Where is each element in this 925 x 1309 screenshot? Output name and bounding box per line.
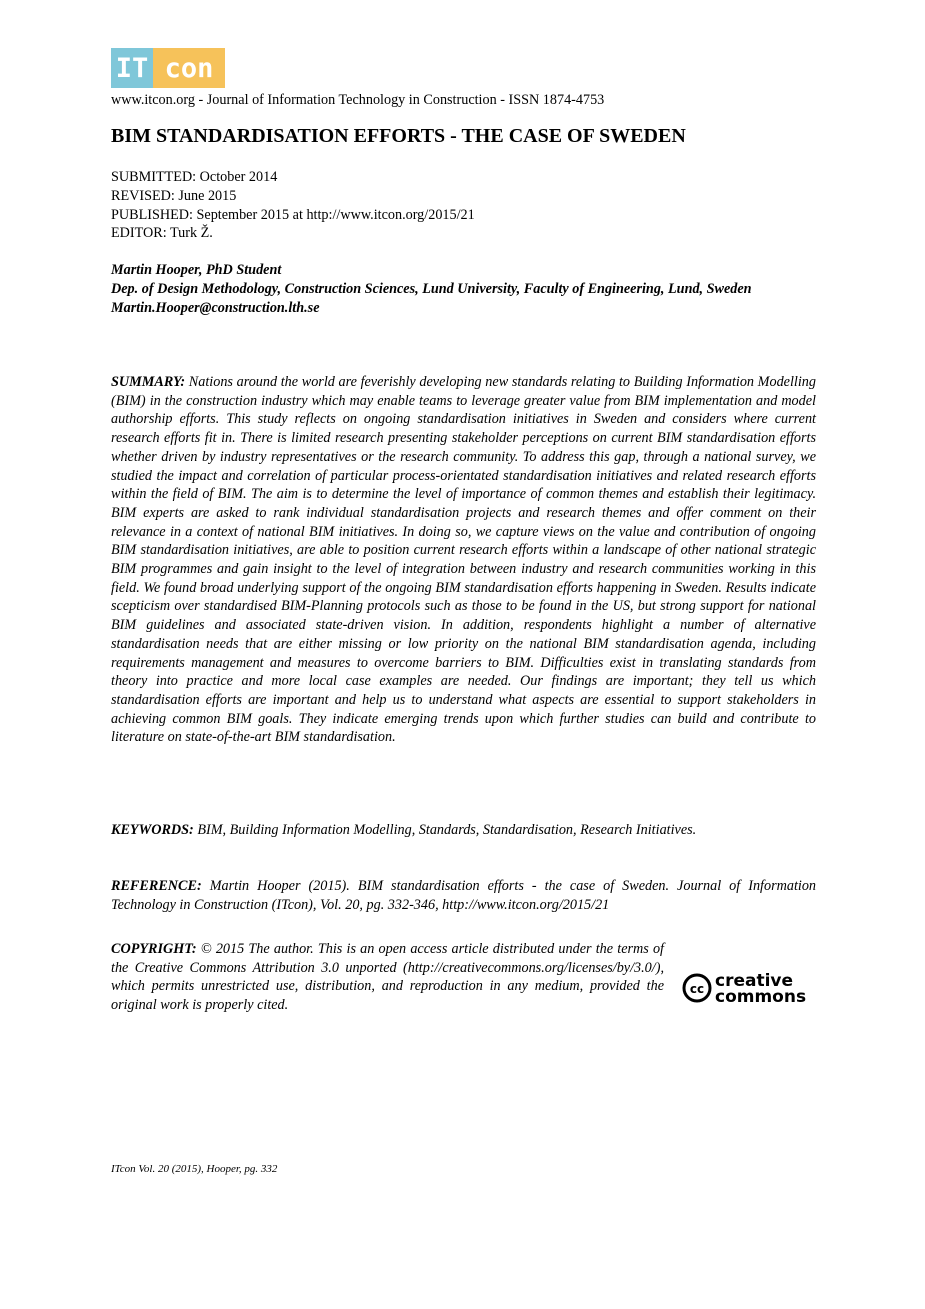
author-name: Martin Hooper, PhD Student	[111, 262, 282, 278]
summary-section	[111, 373, 816, 747]
article-title: BIM STANDARDISATION EFFORTS - THE CASE OF SWEDEN	[111, 125, 686, 147]
logo-con-text: con	[153, 48, 225, 88]
keywords-section	[111, 821, 816, 840]
reference-text: Martin Hooper (2015). BIM standardisation efforts - the case of Sweden. Journal of Information Technology in Construction (ITcon), Vol. 20, pg. 332-346, http://www.itcon.org/2015/21	[111, 878, 817, 913]
copyright-label: COPYRIGHT:	[111, 941, 197, 957]
cc-logo-line2: commons	[715, 987, 807, 1006]
keywords-text: BIM, Building Information Modelling, Standards, Standardisation, Research Initiatives.	[197, 822, 697, 838]
journal-header-line: www.itcon.org - Journal of Information Technology in Construction - ISSN 1874-4753	[111, 92, 605, 108]
itcon-logo	[111, 48, 225, 88]
page-footer: ITcon Vol. 20 (2015), Hooper, pg. 332	[111, 1163, 278, 1175]
author-affiliation: Dep. of Design Methodology, Construction Sciences, Lund University, Faculty of Engineering, Lund, Sweden	[111, 281, 752, 297]
published-date: PUBLISHED: September 2015 at http://www.itcon.org/2015/21	[111, 206, 475, 223]
submitted-date: SUBMITTED: October 2014	[111, 169, 278, 185]
logo-it-text: IT	[111, 48, 153, 88]
author-block	[111, 261, 816, 318]
summary-text: Nations around the world are feverishly developing new standards relating to Building Information Modelling (BIM) in the construction industry which may enable teams to leverage greater value from BIM implementation and model authorship efforts. This study reflects on ongoing standardisation initiatives in Sweden and considers where current research efforts fit in. There is limited research presenting stakeholder perceptions on current BIM standardisation efforts whether driven by industry representatives or the research community. To address this gap, through a national survey, we studied the impact and correlation of particular process-orientated standardisation initiatives and related research efforts within the field of BIM. The aim is to determine the level of importance of common themes and establish their legitimacy. BIM experts are asked to rank individual standardisation projects and research themes and offer comment on their relevance in a context of national BIM initiatives. In doing so, we capture views on the value and contribution of ongoing BIM standardisation initiatives, are able to position current research efforts within a landscape of other national strategic BIM programmes and gain insight to the level of integration between industry and research communities working in this field. We found broad underlying support of the ongoing BIM standardisation efforts happening in Sweden. Results indicate scepticism over standardised BIM-Planning protocols such as those to be found in the US, but strong support for national BIM guidelines and associated state-driven vision. In addition, respondents highlight a number of alternative standardisation needs that are either missing or low priority on the national BIM standardisation agenda, including requirements management and measures to overcome barriers to BIM. Difficulties exist in translating standards from theory into practice and more local case examples are needed. Our findings are important; they tell us which standardisation efforts are important and help us to understand what aspects are essential to support stakeholders in achieving common BIM goals. They indicate emerging trends upon which further studies can build and contribute to literature on state-of-the-art BIM standardisation.	[111, 374, 816, 746]
article-dates	[111, 168, 475, 243]
reference-label: REFERENCE:	[111, 878, 202, 894]
svg-text:cc: cc	[689, 982, 705, 996]
copyright-text: © 2015 The author. This is an open access article distributed under the terms of the Creative Commons Attribution 3.0 unported (http://creativecommons.org/licenses/by/3.0/), which permits unrestricted use, distribution, and reproduction in any medium, provided the original work is properly cited.	[111, 941, 665, 1014]
keywords-label: KEYWORDS:	[111, 822, 194, 838]
reference-section	[111, 877, 816, 914]
creative-commons-logo	[681, 970, 811, 1006]
cc-logo-line1: creative	[715, 971, 794, 991]
summary-label: SUMMARY:	[111, 374, 186, 390]
copyright-paragraph	[111, 940, 664, 1015]
author-email: Martin.Hooper@construction.lth.se	[111, 300, 320, 316]
editor-line: EDITOR: Turk Ž.	[111, 225, 213, 242]
revised-date: REVISED: June 2015	[111, 187, 237, 204]
copyright-section	[111, 940, 816, 1015]
